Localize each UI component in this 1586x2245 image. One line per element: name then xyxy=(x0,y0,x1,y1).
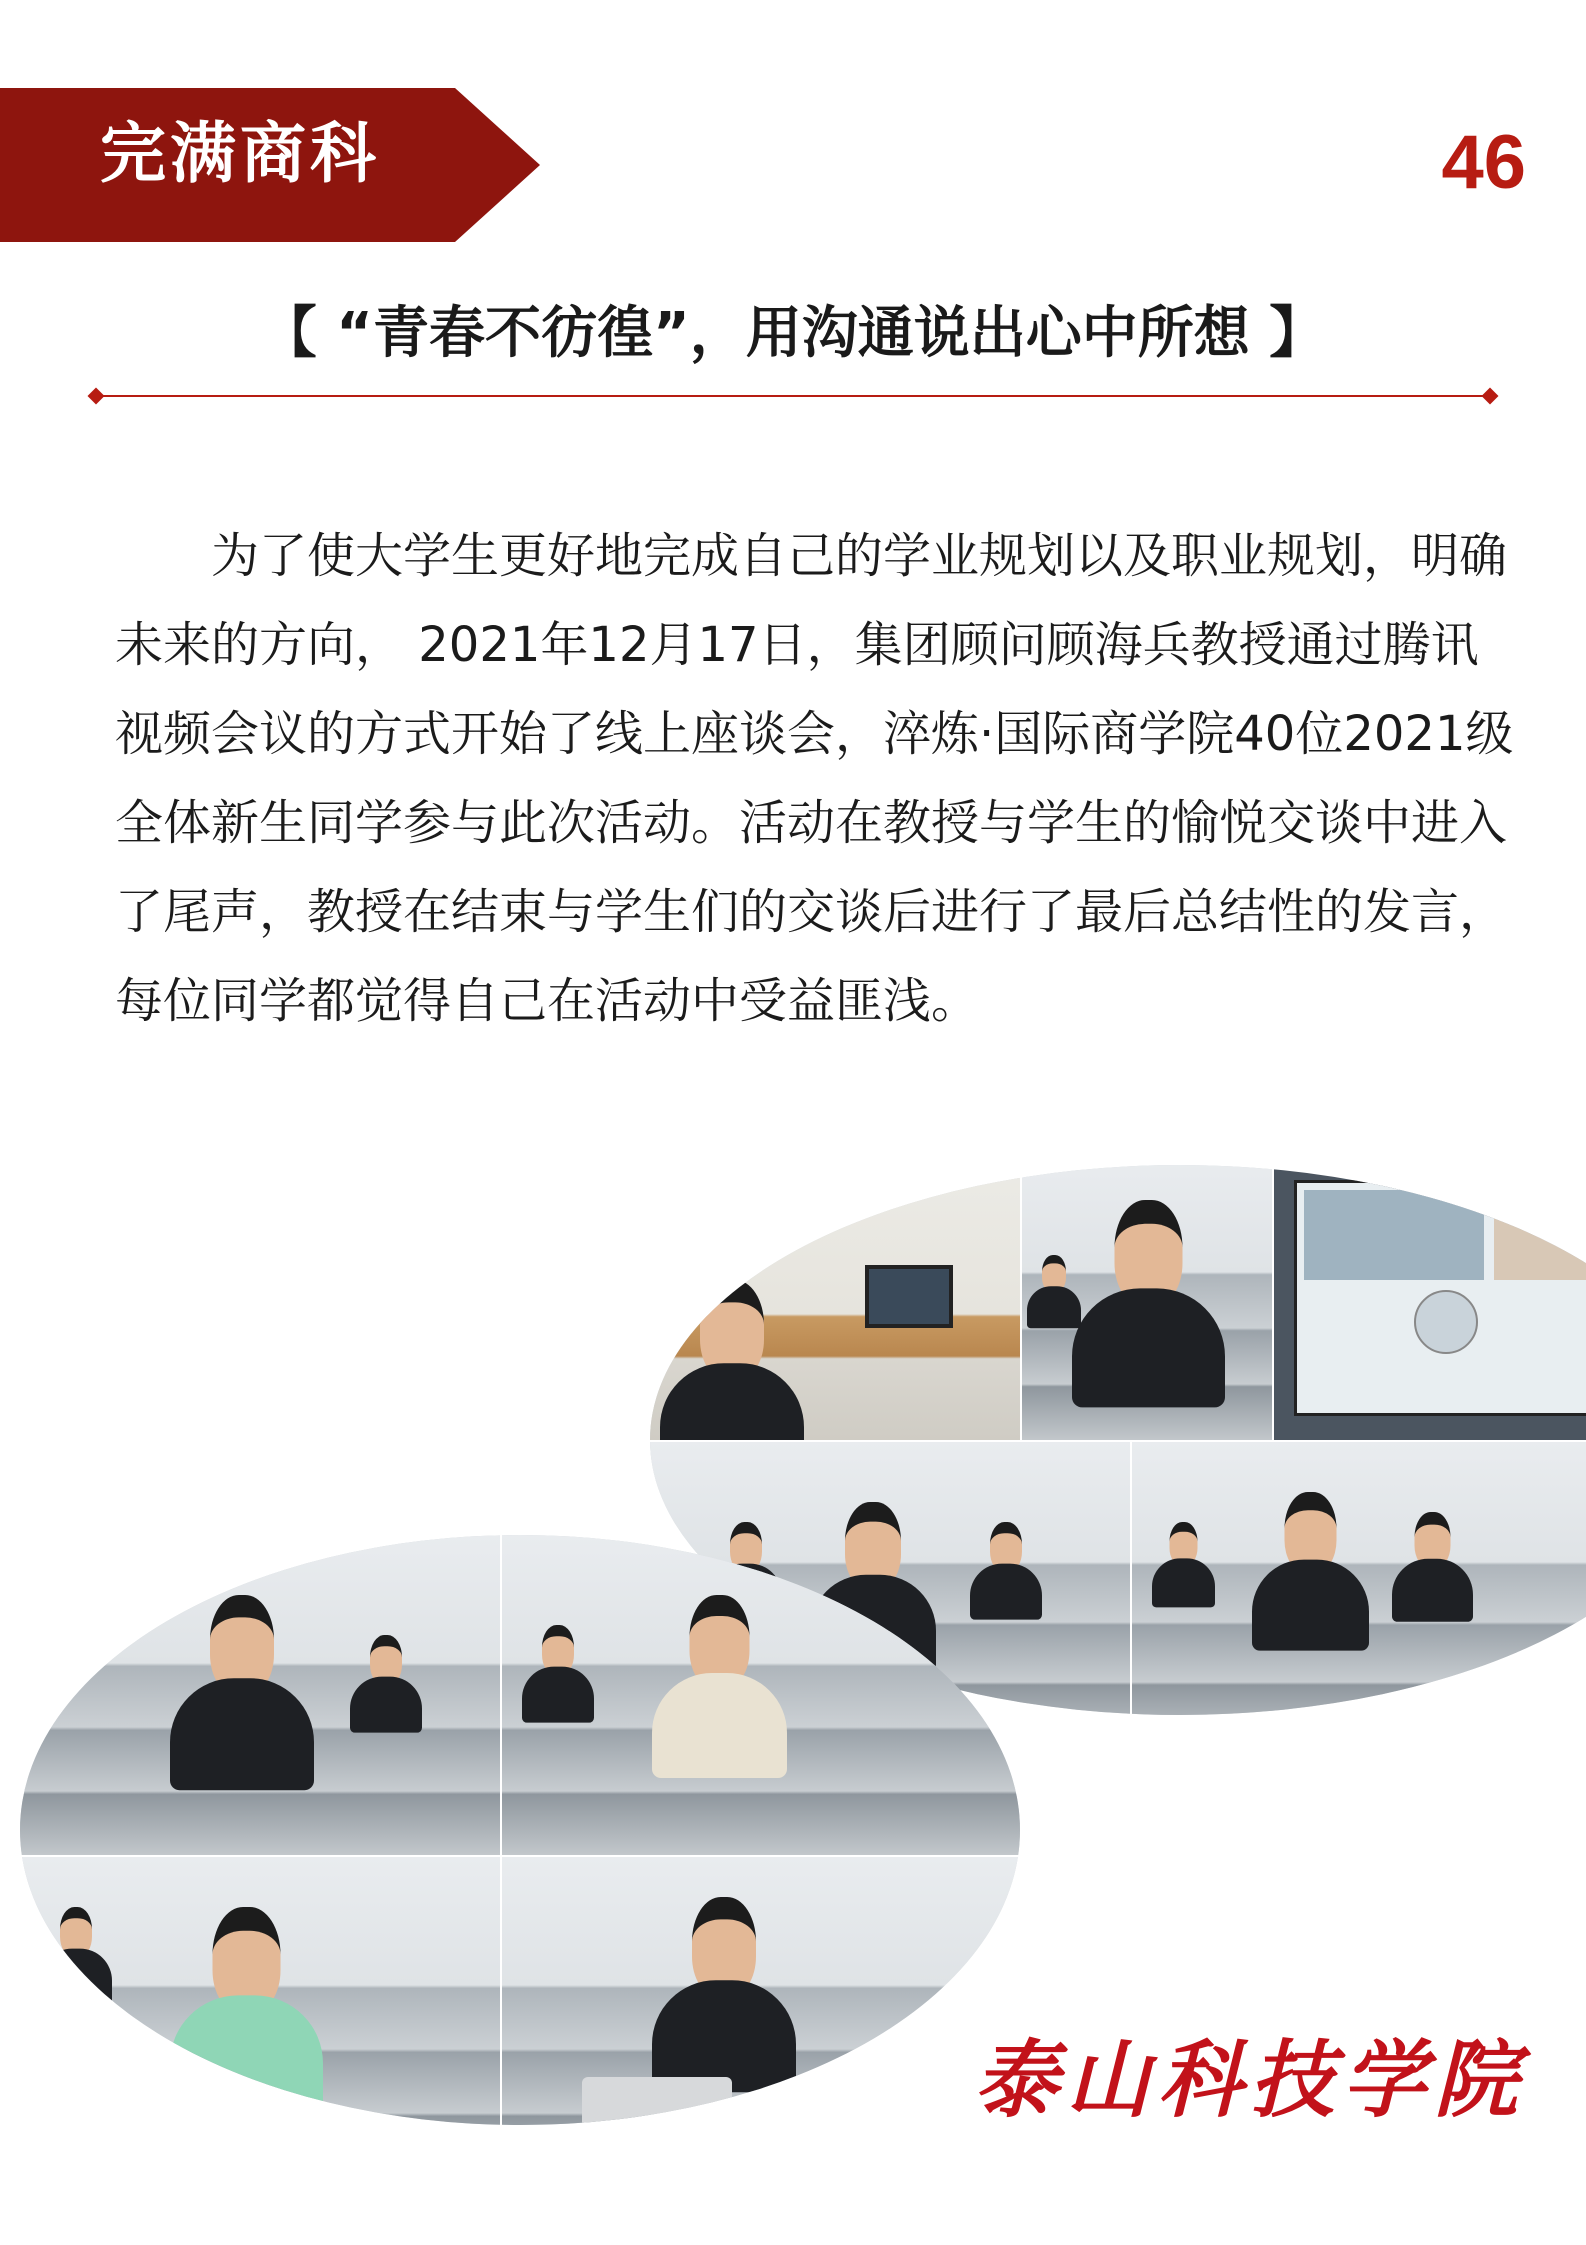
person-figure xyxy=(652,1897,796,2089)
article-headline: 【 “青春不彷徨”，用沟通说出心中所想 】 xyxy=(260,301,1326,366)
person-figure xyxy=(1392,1512,1473,1620)
person-figure xyxy=(652,1595,787,1775)
photo-student-portrait xyxy=(1022,1160,1272,1440)
person-figure xyxy=(40,1907,112,2003)
photo-student-green xyxy=(20,1857,500,2177)
photo-student-laptop xyxy=(502,1857,1022,2177)
photo-classroom-rows xyxy=(1132,1442,1586,1742)
person-figure xyxy=(1072,1200,1225,1404)
person-figure xyxy=(170,1595,314,1787)
page-number: 46 xyxy=(1441,120,1526,205)
person-figure xyxy=(1027,1255,1081,1327)
section-label: 完满商科 xyxy=(100,114,380,192)
person-figure xyxy=(170,1907,323,2111)
laptop xyxy=(582,2077,732,2177)
person-figure xyxy=(350,1635,422,1731)
article-body: 为了使大学生更好地完成自己的学业规划以及职业规划，明确未来的方向， 2021年12月17日，集团顾问顾海兵教授通过腾讯视频会议的方式开始了线上座谈会，淬炼·国际商学院40位2021级全体新生同学参与此次活动。活动在教授与学生的愉悦交谈中进入了尾声，教授在结束与学生们的交谈后进行了最后总结性的发言，每位同学都觉得自己在活动中受益匪浅。 xyxy=(115,528,1514,1029)
laptop-screen xyxy=(865,1265,953,1328)
school-logo-text: 泰山科技学院 xyxy=(973,2030,1526,2129)
person-figure xyxy=(522,1625,594,1721)
person-figure xyxy=(970,1522,1042,1618)
person-figure xyxy=(660,1280,804,1440)
photo-desk-laptop xyxy=(650,1160,1020,1440)
photo-student-left xyxy=(20,1535,500,1855)
person-figure xyxy=(1152,1522,1215,1606)
person-figure xyxy=(1252,1492,1369,1648)
photo-video-conference xyxy=(1274,1160,1586,1440)
